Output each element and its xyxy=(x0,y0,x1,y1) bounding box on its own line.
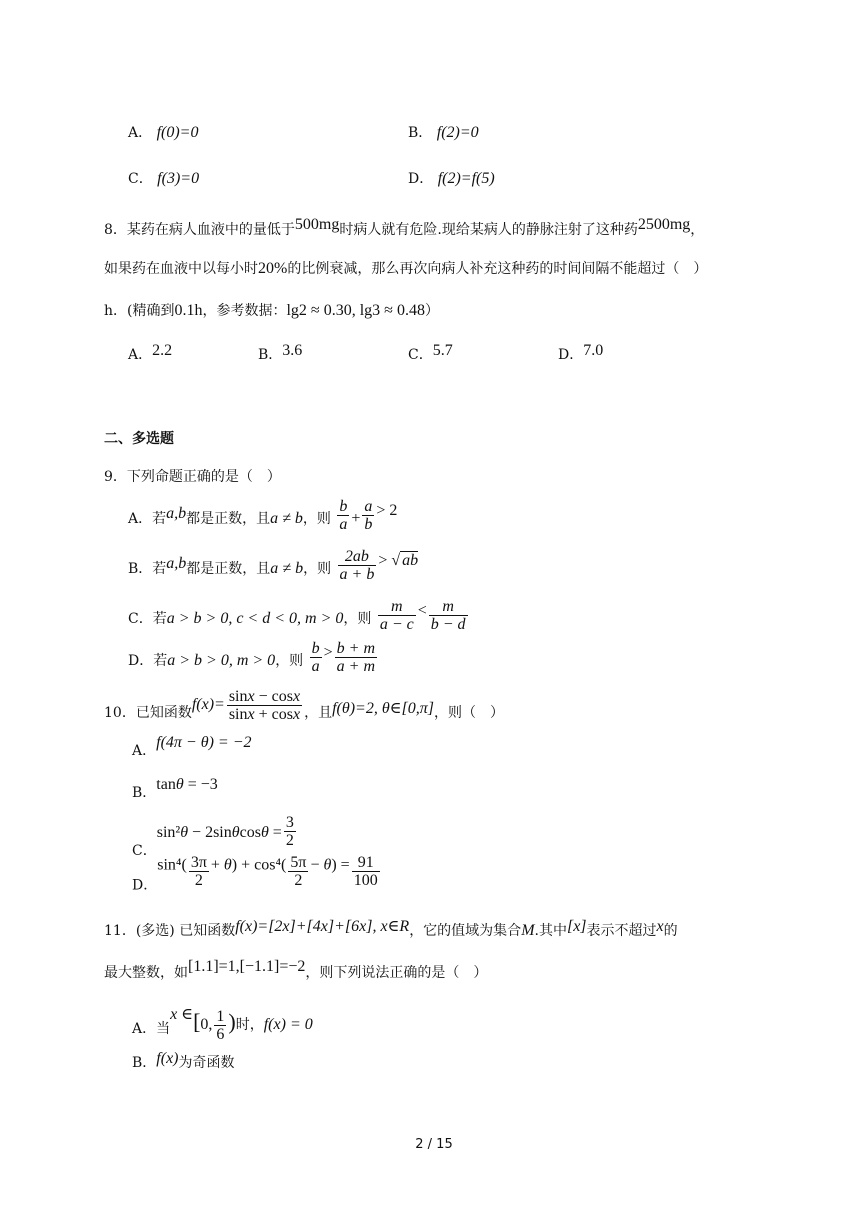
math: M xyxy=(521,922,535,939)
q10-stem xyxy=(104,688,504,723)
q8-option-a xyxy=(128,342,172,364)
q8-option-d xyxy=(558,342,603,364)
option-text: ，则 xyxy=(302,511,331,527)
option-value: 5.7 xyxy=(432,342,453,359)
fraction: $\frac{5\pi}{2}$ xyxy=(290,854,307,889)
q7-option-a xyxy=(128,122,198,142)
option-text: 时， xyxy=(235,1017,264,1033)
option-label: A．若 xyxy=(128,511,167,527)
math: 0, xyxy=(200,1016,213,1033)
q8-option-b xyxy=(258,342,302,364)
fraction: $\frac{b}{a}$ xyxy=(339,498,348,533)
math: a,b xyxy=(166,555,187,572)
math: [ xyxy=(193,1009,201,1034)
option-label: C． xyxy=(132,843,157,859)
q8-line-3 xyxy=(104,300,439,320)
option-label: B．若 xyxy=(128,561,167,577)
fraction: $\frac{b}{a}$ xyxy=(311,640,320,675)
q11-text: 11．(多选) 已知函数 xyxy=(104,923,236,939)
q9-option-d: D．若a > b > 0, m > 0，则 $\frac{b}{a}$ > $\frac{b + m}{a + m}$ xyxy=(128,640,376,675)
q10-text: 10．已知函数 xyxy=(104,705,192,721)
fraction: $\frac{2ab}{a + b}$ xyxy=(339,548,375,583)
math: f(x) xyxy=(156,1050,179,1067)
option-text: 为奇函数 xyxy=(178,1055,235,1071)
q9-option-c: C．若a > b > 0, c < d < 0, m > 0，则 $\frac{m}{a - c}$ < $\frac{m}{b - d}$ xyxy=(128,598,466,633)
fraction: $\frac{3\pi}{2}$ xyxy=(190,854,207,889)
math: x xyxy=(656,918,664,935)
fraction: $\frac{m}{a - c}$ xyxy=(379,598,414,633)
q10-option-a xyxy=(132,734,252,760)
q8-text: ，参考数据： xyxy=(202,303,287,319)
option-label: D． xyxy=(558,347,584,363)
option-label: B． xyxy=(132,1055,157,1071)
q10-option-d: D．sin⁴( $\frac{3\pi}{2}$ + θ) + cos⁴( $\frac{5\pi}{2}$ − θ) = $\frac{91}{100}$ xyxy=(132,854,378,894)
q11-text: ，则下列说法正确的是（ ） xyxy=(305,965,488,981)
option-text: 都是正数，且 xyxy=(186,511,271,527)
q8-reference-data: lg2 ≈ 0.30, lg3 ≈ 0.48 xyxy=(286,302,425,319)
math: f(x) = 0 xyxy=(263,1016,313,1033)
q7-option-c xyxy=(128,168,199,188)
fraction: $\frac{3}{2}$ xyxy=(285,814,294,849)
math: f(θ)=2, θ∈[0,π] xyxy=(332,700,435,717)
option-label: C． xyxy=(128,171,153,187)
option-value: 2.2 xyxy=(152,342,173,359)
math: [1.1]=1,[−1.1]=−2 xyxy=(188,958,306,975)
math: a,b xyxy=(166,505,187,522)
option-value: 7.0 xyxy=(583,342,604,359)
q8-value-500: 500mg xyxy=(294,216,340,233)
math: a > b > 0, c < d < 0, m > 0 xyxy=(166,610,344,627)
q9-stem: 9．下列命题正确的是（ ） xyxy=(104,469,281,485)
q11-text: 表示不超过 xyxy=(586,923,657,939)
q11-text: 最大整数，如 xyxy=(104,965,188,981)
q8-text: 8．某药在病人血液中的量低于 xyxy=(104,222,295,238)
option-math: f(0)=0 xyxy=(156,124,199,141)
option-label: B． xyxy=(258,347,283,363)
math: [x] xyxy=(566,918,587,935)
option-math: f(2)=0 xyxy=(436,124,479,141)
math: sin²θ − 2sinθcosθ = xyxy=(156,824,282,841)
math: f(x)= xyxy=(191,696,225,713)
q8-line-2 xyxy=(104,258,707,278)
math: a ≠ b xyxy=(270,560,304,577)
option-text: ，则 xyxy=(303,561,332,577)
option-label: A． xyxy=(128,347,153,363)
q9-option-b: B．若a,b都是正数，且a ≠ b，则 $\frac{2ab}{a + b}$ > √ ab xyxy=(128,548,419,583)
q11-option-b xyxy=(132,1050,235,1072)
q8-text: 的比例衰减，那么再次向病人补充这种药的时间间隔不能超过（ ） xyxy=(287,261,708,277)
q7-option-b xyxy=(408,122,479,142)
option-math: f(3)=0 xyxy=(157,170,200,187)
option-value: 3.6 xyxy=(282,342,303,359)
option-label: D． xyxy=(132,877,158,894)
option-label: D． xyxy=(408,171,434,187)
option-label: B． xyxy=(132,785,157,801)
q10-text: ，且 xyxy=(304,705,333,721)
q8-text: 时病人就有危险.现给某病人的静脉注射了这种药 xyxy=(339,222,638,238)
q10-option-b xyxy=(132,776,218,802)
q8-text: ） xyxy=(424,303,439,319)
fraction: $\frac{m}{b - d}$ xyxy=(430,598,466,633)
q8-text: 如果药在血液中以每小时 xyxy=(104,261,258,277)
math: x ∈ xyxy=(170,1006,194,1023)
option-text: 都是正数，且 xyxy=(186,561,271,577)
option-label: A． xyxy=(128,125,153,141)
option-label: B． xyxy=(408,125,433,141)
fraction: $\frac{b + m}{a + m}$ xyxy=(336,640,376,675)
fraction: $\frac{91}{100}$ xyxy=(353,854,378,889)
option-label: A． xyxy=(132,743,157,759)
q8-value-2500: 2500mg xyxy=(637,216,691,233)
q11-text: ，它的值域为集合 xyxy=(409,923,522,939)
option-label: D．若 xyxy=(128,653,168,669)
q9-option-a: A．若a,b都是正数，且a ≠ b，则 $\frac{b}{a}$ + $\frac{a}{b}$ > 2 xyxy=(128,498,398,533)
math: ) xyxy=(228,1009,236,1034)
q11-text: .其中 xyxy=(534,923,567,939)
fraction: $\frac{\sin x - \cos x}{\sin x + \cos x}$ xyxy=(228,688,301,723)
section-title: 二、多选题 xyxy=(104,431,174,447)
q11-line-1 xyxy=(104,916,678,940)
q10-text: ，则（ ） xyxy=(434,705,505,721)
option-math: f(2)=f(5) xyxy=(437,170,495,187)
q8-text: ， xyxy=(690,222,705,238)
q11-line-2 xyxy=(104,958,487,982)
option-text: ，则 xyxy=(343,611,372,627)
q11-option-a xyxy=(132,1004,313,1043)
math: a > b > 0, m > 0 xyxy=(167,652,276,669)
math: sin⁴( xyxy=(157,856,187,874)
fraction: $\frac{a}{b}$ xyxy=(364,498,373,533)
page-number: 2 / 15 xyxy=(415,1137,453,1152)
q8-value-percent: 20% xyxy=(258,260,288,277)
fraction: $\frac{1}{6}$ xyxy=(216,1007,225,1043)
math: f(x)=[2x]+[4x]+[6x], x∈R xyxy=(235,918,410,935)
math: tanθ = −3 xyxy=(156,776,218,793)
q11-text: 的 xyxy=(663,923,678,939)
q8-text: h．(精确到 xyxy=(104,303,175,319)
math: a ≠ b xyxy=(270,510,303,527)
option-label: C．若 xyxy=(128,611,167,627)
q8-value-precision: 0.1h xyxy=(174,302,203,319)
q8-line-1 xyxy=(104,216,704,239)
q8-option-c xyxy=(408,342,453,364)
option-label: A．当 xyxy=(132,1021,171,1037)
option-label: C． xyxy=(408,347,433,363)
q7-option-d xyxy=(408,168,495,188)
option-text: ，则 xyxy=(275,653,304,669)
math: f(4π − θ) = −2 xyxy=(156,734,252,751)
